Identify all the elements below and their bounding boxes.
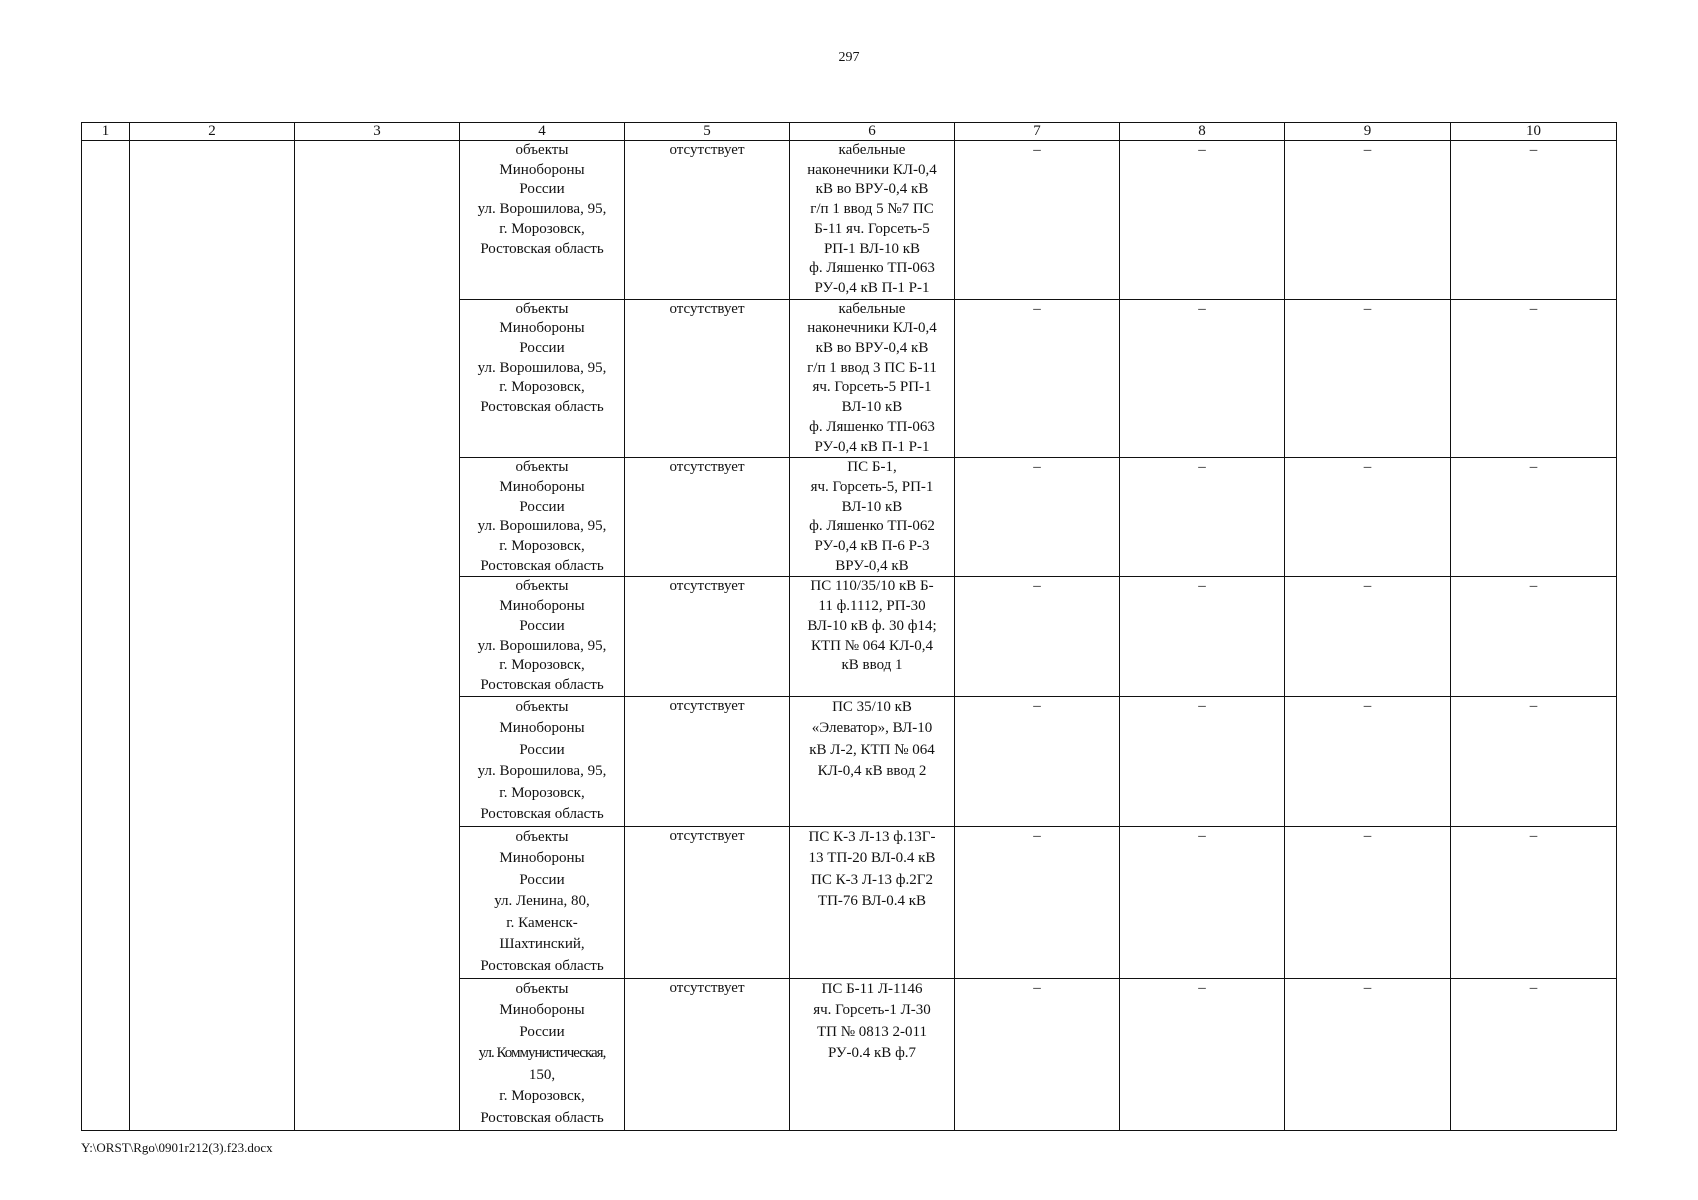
cell-object: объекты Минобороны России ул. Ворошилова, 95, г. Морозовск, Ростовская область bbox=[460, 299, 625, 458]
cell-status: отсутствует bbox=[625, 577, 790, 696]
object-line: 150, bbox=[528, 1066, 556, 1083]
cell-col7: – bbox=[955, 577, 1120, 696]
cell-col10: – bbox=[1451, 299, 1617, 458]
cell-object: объекты Минобороны России ул. Ворошилова, 95, г. Морозовск, Ростовская область bbox=[460, 577, 625, 696]
cell-col10: – bbox=[1451, 141, 1617, 300]
cell-col8: – bbox=[1120, 696, 1285, 826]
cell-col7: – bbox=[955, 141, 1120, 300]
cell-col9: – bbox=[1285, 458, 1451, 577]
cell-col10: – bbox=[1451, 696, 1617, 826]
cell-connection-point: ПС 110/35/10 кВ Б- 11 ф.1112, РП-30 ВЛ-10 кВ ф. 30 ф14; КТП № 064 КЛ-0,4 кВ ввод 1 bbox=[790, 577, 955, 696]
cell-col1 bbox=[82, 141, 130, 1131]
cell-col8: – bbox=[1120, 978, 1285, 1130]
cell-object: объекты Минобороны России ул. Ворошилова, 95, г. Морозовск, Ростовская область bbox=[460, 458, 625, 577]
column-number: 3 bbox=[295, 123, 460, 141]
object-line: объекты bbox=[515, 980, 569, 997]
column-number: 1 bbox=[82, 123, 130, 141]
cell-col7: – bbox=[955, 696, 1120, 826]
object-line bbox=[464, 1043, 620, 1065]
cell-col9: – bbox=[1285, 577, 1451, 696]
register-table bbox=[81, 122, 1617, 1131]
cell-col9: – bbox=[1285, 141, 1451, 300]
cell-col8: – bbox=[1120, 299, 1285, 458]
column-number: 4 bbox=[460, 123, 625, 141]
cell-connection-point: ПС Б-11 Л-1146 яч. Горсеть-1 Л-30 ТП № 0813 2-011 РУ-0.4 кВ ф.7 bbox=[790, 978, 955, 1130]
column-number-row bbox=[82, 123, 1617, 141]
column-number: 9 bbox=[1285, 123, 1451, 141]
page-number: 297 bbox=[838, 50, 860, 65]
cell-status: отсутствует bbox=[625, 826, 790, 978]
object-line: России bbox=[519, 1023, 565, 1040]
column-number: 6 bbox=[790, 123, 955, 141]
cell-col9: – bbox=[1285, 696, 1451, 826]
cell-col10: – bbox=[1451, 978, 1617, 1130]
cell-connection-point: ПС К-3 Л-13 ф.13Г- 13 ТП-20 ВЛ-0.4 кВ ПС К-3 Л-13 ф.2Г2 ТП-76 ВЛ-0.4 кВ bbox=[790, 826, 955, 978]
cell-status: отсутствует bbox=[625, 696, 790, 826]
cell-status: отсутствует bbox=[625, 978, 790, 1130]
column-number: 7 bbox=[955, 123, 1120, 141]
cell-col7: – bbox=[955, 458, 1120, 577]
cell-object bbox=[460, 978, 625, 1130]
cell-connection-point: ПС 35/10 кВ «Элеватор», ВЛ-10 кВ Л-2, КТП № 064 КЛ-0,4 кВ ввод 2 bbox=[790, 696, 955, 826]
cell-col8: – bbox=[1120, 141, 1285, 300]
object-line: Ростовская область bbox=[480, 1109, 604, 1126]
cell-status: отсутствует bbox=[625, 141, 790, 300]
table-row bbox=[82, 141, 1617, 300]
column-number: 8 bbox=[1120, 123, 1285, 141]
cell-connection-point: кабельные наконечники КЛ-0,4 кВ во ВРУ-0,4 кВ г/п 1 ввод 3 ПС Б-11 яч. Горсеть-5 РП-1 ВЛ-10 кВ ф. Ляшенко ТП-063 РУ-0,4 кВ П-1 Р-1 bbox=[790, 299, 955, 458]
object-street: ул. Коммунистическая, bbox=[478, 1045, 606, 1062]
cell-col8: – bbox=[1120, 826, 1285, 978]
cell-col7: – bbox=[955, 826, 1120, 978]
column-number: 2 bbox=[130, 123, 295, 141]
cell-col10: – bbox=[1451, 577, 1617, 696]
cell-connection-point: кабельные наконечники КЛ-0,4 кВ во ВРУ-0,4 кВ г/п 1 ввод 5 №7 ПС Б-11 яч. Горсеть-5 РП-1 ВЛ-10 кВ ф. Ляшенко ТП-063 РУ-0,4 кВ П-1 Р-1 bbox=[790, 141, 955, 300]
cell-connection-point: ПС Б-1, яч. Горсеть-5, РП-1 ВЛ-10 кВ ф. Ляшенко ТП-062 РУ-0,4 кВ П-6 Р-3 ВРУ-0,4 кВ bbox=[790, 458, 955, 577]
object-line: Минобороны bbox=[499, 1002, 585, 1019]
cell-col10: – bbox=[1451, 458, 1617, 577]
cell-col10: – bbox=[1451, 826, 1617, 978]
object-line: г. Морозовск, bbox=[499, 1088, 585, 1105]
column-number: 5 bbox=[625, 123, 790, 141]
cell-object: объекты Минобороны России ул. Ленина, 80, г. Каменск- Шахтинский, Ростовская область bbox=[460, 826, 625, 978]
cell-col8: – bbox=[1120, 458, 1285, 577]
footer-file-path: Y:\ORST\Rgo\0901r212(3).f23.docx bbox=[81, 1140, 273, 1155]
cell-col9: – bbox=[1285, 978, 1451, 1130]
cell-col3 bbox=[295, 141, 460, 1131]
cell-object: объекты Минобороны России ул. Ворошилова, 95, г. Морозовск, Ростовская область bbox=[460, 696, 625, 826]
cell-status: отсутствует bbox=[625, 458, 790, 577]
cell-col7: – bbox=[955, 978, 1120, 1130]
cell-col7: – bbox=[955, 299, 1120, 458]
cell-status: отсутствует bbox=[625, 299, 790, 458]
cell-col9: – bbox=[1285, 299, 1451, 458]
cell-object: объекты Минобороны России ул. Ворошилова, 95, г. Морозовск, Ростовская область bbox=[460, 141, 625, 300]
column-number: 10 bbox=[1451, 123, 1617, 141]
cell-col9: – bbox=[1285, 826, 1451, 978]
cell-col8: – bbox=[1120, 577, 1285, 696]
cell-col2 bbox=[130, 141, 295, 1131]
